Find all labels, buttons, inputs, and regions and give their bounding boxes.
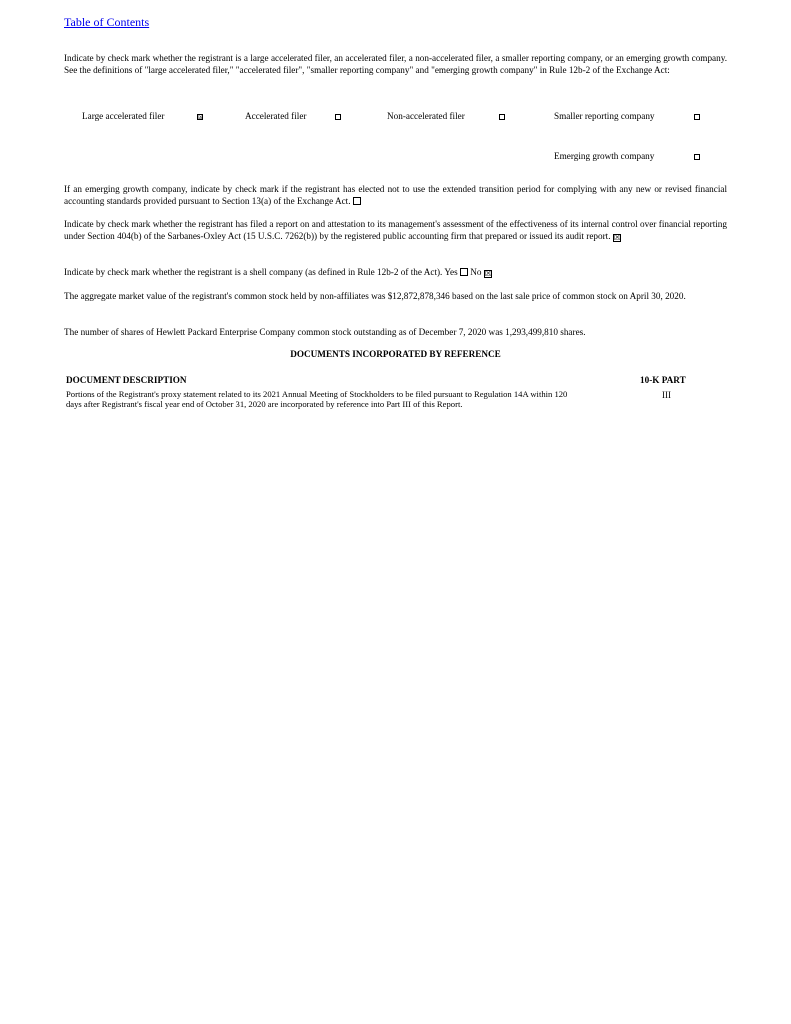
document-description-header: DOCUMENT DESCRIPTION [66, 375, 187, 385]
shares-outstanding-statement: The number of shares of Hewlett Packard Enterprise Company common stock outstanding as of December 7, 2020 was 1,293,499,810 shares. [64, 327, 586, 337]
egc-transition-checkbox[interactable] [353, 197, 361, 205]
emerging-growth-company-checkbox[interactable] [694, 154, 700, 160]
filer-status-intro: Indicate by check mark whether the registrant is a large accelerated filer, an accelerated filer, a non-accelerated filer, a smaller reporting company, or an emerging growth company. See the definitions of "large accelerated filer," "accelerated filer", "smaller reporting company" and "emerging growth company" in Rule 12b-2 of the Exchange Act: [64, 53, 727, 75]
attestation-text: Indicate by check mark whether the registrant has filed a report on and attestation to its management's assessment of the effectiveness of its internal control over financial reporting under Section 404(b) of the Sarbanes-Oxley Act (15 U.S.C. 7262(b)) by the registered public accounting firm that prepared or issued its audit report. [64, 219, 727, 241]
shell-company-statement [64, 267, 727, 279]
shell-yes-checkbox[interactable] [460, 268, 468, 276]
egc-transition-text: If an emerging growth company, indicate by check mark if the registrant has elected not to use the extended transition period for complying with any new or revised financial accounting standards provided pursuant to Section 13(a) of the Exchange Act. [64, 184, 727, 206]
shell-yes-label: Yes [444, 267, 458, 277]
document-row-part: III [662, 390, 671, 400]
large-accelerated-filer-checkbox[interactable]: ☒ [198, 114, 204, 121]
non-accelerated-filer-checkbox[interactable] [499, 114, 505, 120]
accelerated-filer-label: Accelerated filer [245, 111, 307, 121]
non-accelerated-filer-label: Non-accelerated filer [387, 111, 465, 121]
smaller-reporting-company-checkbox[interactable] [694, 114, 700, 120]
attestation-statement [64, 219, 727, 243]
attestation-checkbox[interactable]: ☒ [613, 232, 621, 242]
egc-transition-statement [64, 184, 727, 208]
emerging-growth-company-label: Emerging growth company [554, 151, 655, 161]
shell-company-text: Indicate by check mark whether the registrant is a shell company (as defined in Rule 12b-2 of the Act). [64, 267, 443, 277]
table-of-contents-link[interactable]: Table of Contents [64, 15, 150, 29]
document-row-description: Portions of the Registrant's proxy statement related to its 2021 Annual Meeting of Stockholders to be filed pursuant to Regulation 14A within 120 days after Registrant's fiscal year end of October 31, 2020 are incorporated by reference into Part III of this Report. [66, 389, 568, 409]
market-value-statement: The aggregate market value of the registrant's common stock held by non-affiliates was $12,872,878,346 based on the last sale price of common stock on April 30, 2020. [64, 291, 686, 301]
shell-no-label: No [470, 267, 482, 277]
accelerated-filer-checkbox[interactable] [335, 114, 341, 120]
smaller-reporting-company-label: Smaller reporting company [554, 111, 655, 121]
large-accelerated-filer-label: Large accelerated filer [82, 111, 165, 121]
documents-incorporated-heading: DOCUMENTS INCORPORATED BY REFERENCE [290, 349, 501, 359]
10k-part-header: 10-K PART [640, 375, 686, 385]
shell-no-checkbox[interactable]: ☒ [484, 269, 492, 278]
